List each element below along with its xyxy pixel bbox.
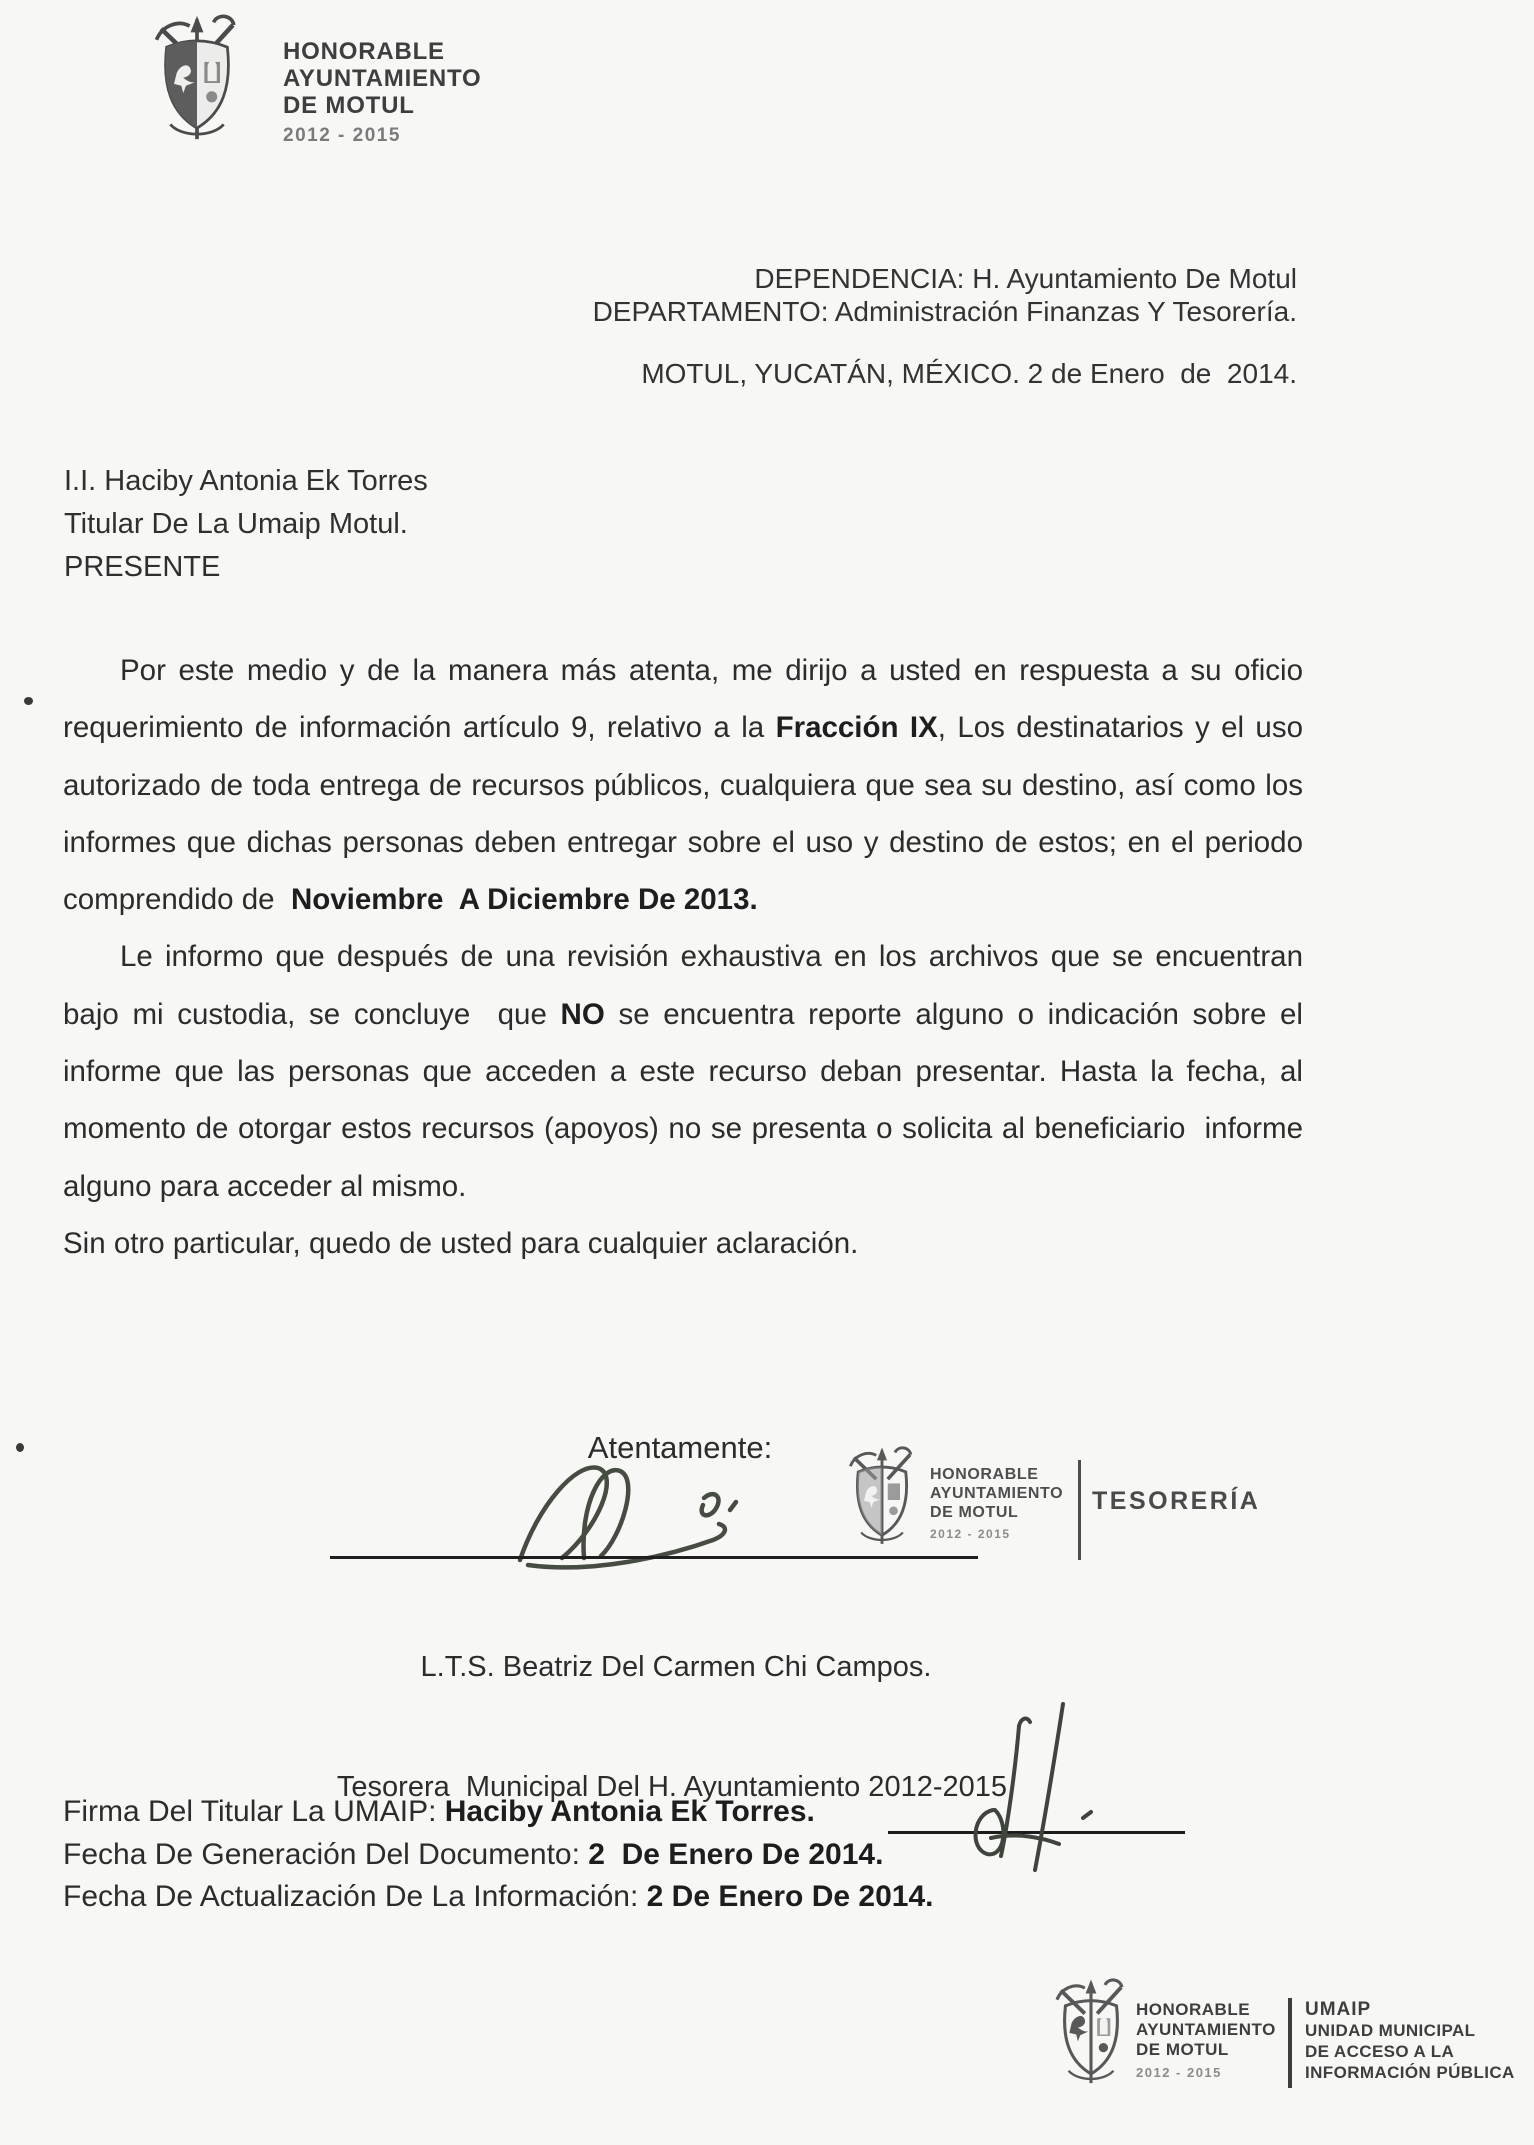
- org-name-line3: DE MOTUL: [283, 92, 415, 119]
- stamp-org-years: 2012 - 2015: [930, 1527, 1011, 1541]
- org-name-line1: HONORABLE: [283, 38, 445, 65]
- signer-name: L.T.S. Beatriz Del Carmen Chi Campos.: [420, 1651, 932, 1683]
- umaip-line1: UNIDAD MUNICIPAL: [1305, 2021, 1476, 2040]
- stamp-org-line1: HONORABLE: [930, 1466, 1039, 1483]
- stamp-org-line2: AYUNTAMIENTO: [930, 1485, 1064, 1502]
- addressee-name: I.I. Haciby Antonia Ek Torres: [64, 465, 428, 497]
- addressee-title: Titular De La Umaip Motul.: [64, 508, 408, 540]
- field-value: 2 De Enero De 2014.: [588, 1837, 884, 1871]
- field-value: 2 De Enero De 2014.: [646, 1880, 934, 1913]
- p1-bold-fraccion: Fracción IX: [775, 711, 938, 745]
- coat-of-arms-icon: [128, 14, 266, 152]
- footer-divider: [1288, 1998, 1292, 2088]
- umaip-acronym: UMAIP: [1305, 1999, 1372, 2020]
- stamp-department: TESORERÍA: [1092, 1487, 1261, 1515]
- field-label: Fecha De Generación Del Documento:: [63, 1837, 589, 1871]
- ink-speck: [16, 1443, 24, 1452]
- org-name-block: [283, 38, 482, 149]
- signer-title: Tesorera Municipal Del H. Ayuntamiento 2012-2015.: [336, 1771, 1016, 1803]
- footer-org-line1: HONORABLE: [1136, 2000, 1251, 2019]
- stamp-org-line3: DE MOTUL: [930, 1504, 1019, 1521]
- umaip-line3: INFORMACIÓN PÚBLICA: [1305, 2063, 1515, 2082]
- field-label: Firma Del Titular La UMAIP:: [63, 1795, 445, 1828]
- field-fecha-actualizacion: [63, 1876, 933, 1919]
- umaip-line2: DE ACCESO A LA: [1305, 2042, 1455, 2061]
- footer-org-line3: DE MOTUL: [1136, 2040, 1229, 2059]
- letterhead-info: [593, 262, 1297, 390]
- place-date-line: MOTUL, YUCATÁN, MÉXICO. 2 de Enero de 2014.: [641, 358, 1297, 389]
- paragraph-2: [63, 928, 1312, 1214]
- stamp-coat-of-arms-icon: [842, 1446, 922, 1554]
- p2-text: Le informo que después de una revisión exhaustiva en los archivos que se encuentran bajo mi custodia, se concluye que: [63, 940, 1312, 1031]
- signature-rule: [330, 1556, 978, 1559]
- p1-text-2: , Los destinatarios y el uso autorizado de toda entrega de recursos públicos, cualquiera que sea su destino, así como los informes que dichas personas deben entregar sobre el uso y destino de estos; en el periodo comprendido de: [63, 711, 1312, 917]
- org-name-line2: AYUNTAMIENTO: [283, 65, 482, 92]
- p2-bold-no: NO: [560, 997, 605, 1031]
- stamp-org-text: [930, 1465, 1063, 1544]
- metadata-fields: [63, 1791, 933, 1919]
- departamento-line: DEPARTAMENTO: Administración Finanzas Y Tesorería.: [592, 296, 1297, 327]
- footer-org-line2: AYUNTAMIENTO: [1136, 2020, 1276, 2039]
- titular-signature: [955, 1698, 1105, 1878]
- stamp-divider: [1078, 1460, 1081, 1560]
- paragraph-1: [63, 642, 1312, 928]
- field-fecha-generacion: [63, 1834, 933, 1877]
- p1-text: Por este medio y de la manera más atenta, me dirijo a usted en respuesta a su oficio requerimiento de información artículo 9, relativo a la: [63, 654, 1312, 745]
- letter-body: [63, 642, 1312, 1272]
- footer-org-years: 2012 - 2015: [1136, 2065, 1222, 2080]
- field-label: Fecha De Actualización De La Información:: [63, 1880, 647, 1913]
- footer-org-text: [1136, 2000, 1276, 2083]
- field-value: Haciby Antonia Ek Torres.: [444, 1795, 815, 1828]
- dependencia-line: DEPENDENCIA: H. Ayuntamiento De Motul: [754, 263, 1297, 294]
- closing-word: Atentamente:: [587, 1430, 773, 1465]
- ink-speck: [24, 697, 33, 705]
- paragraph-3: Sin otro particular, quedo de usted para cualquier aclaración.: [63, 1226, 859, 1260]
- addressee-salutation: PRESENTE: [64, 551, 221, 583]
- addressee-block: [64, 460, 428, 589]
- field-firma-titular: [63, 1791, 933, 1834]
- p1-bold-periodo: Noviembre A Diciembre De 2013.: [290, 883, 758, 917]
- footer-coat-of-arms-icon: [1048, 1978, 1134, 2094]
- org-years: 2012 - 2015: [283, 125, 401, 146]
- umaip-text-block: [1305, 1999, 1515, 2083]
- p2-text-2: se encuentra reporte alguno o indicación sobre el informe que las personas que acceden a este recurso deban presentar. Hasta la fecha, al momento de otorgar estos recursos (apoyos) no se presenta o solicita al beneficiario informe alguno para acceder al mismo.: [63, 997, 1312, 1203]
